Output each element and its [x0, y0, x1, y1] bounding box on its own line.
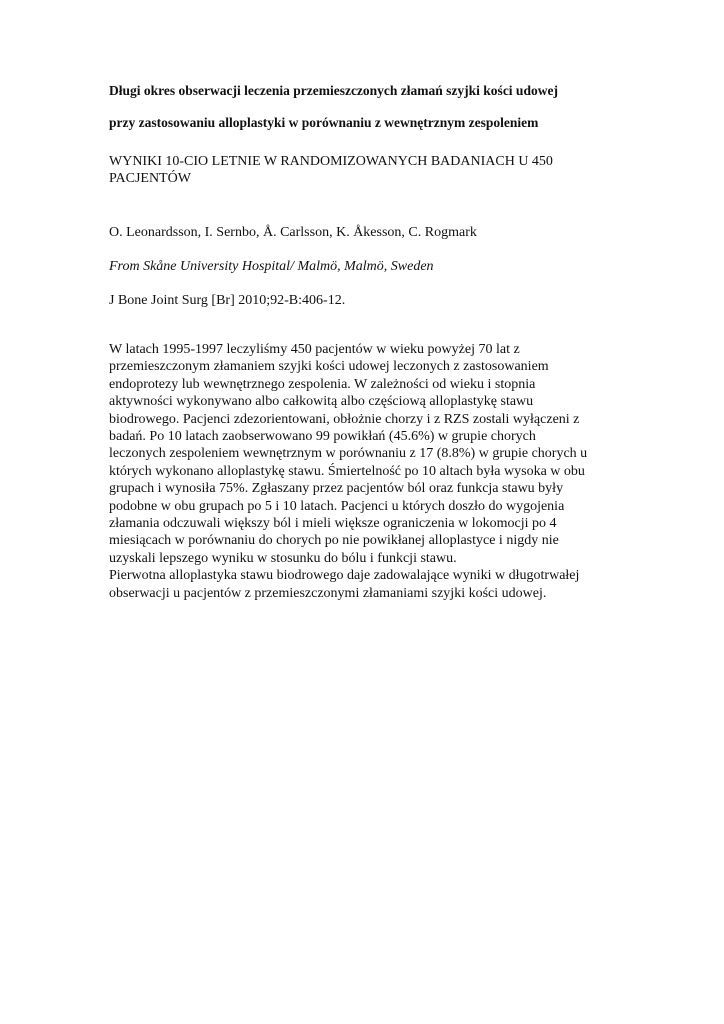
- abstract-line: miesiącach w porównaniu do chorych po nie powikłanej alloplastyce i nigdy nie: [109, 533, 559, 549]
- abstract-line: obserwacji u pacjentów z przemieszczonymi złamaniami szyjki kości udowej.: [109, 585, 547, 601]
- document-page: [109, 82, 614, 602]
- abstract-line: badań. Po 10 latach zaobserwowano 99 powikłań (45.6%) w grupie chorych: [109, 429, 536, 445]
- subtitle-line-2: PACJENTÓW: [109, 171, 191, 186]
- abstract-line: których wykonano alloplastykę stawu. Śmiertelność po 10 altach była wysoka w obu: [109, 463, 585, 479]
- abstract-line: W latach 1995-1997 leczyliśmy 450 pacjentów w wieku powyżej 70 lat z: [109, 342, 520, 357]
- authors: O. Leonardsson, I. Sernbo, Å. Carlsson, K. Åkesson, C. Rogmark: [109, 225, 477, 240]
- abstract-line: złamania odczuwali większy ból i mieli większe ograniczenia w lokomocji po 4: [109, 516, 557, 532]
- subtitle: [109, 153, 609, 187]
- abstract-line: uzyskali lepszego wyniku w stosunku do bólu i funkcji stawu.: [109, 550, 457, 566]
- citation: J Bone Joint Surg [Br] 2010;92-B:406-12.: [109, 293, 346, 308]
- abstract-line: aktywności wykonywano albo całkowitą albo częściową alloplastykę stawu: [109, 394, 534, 410]
- abstract-line: endoprotezy lub wewnętrznego zespolenia. W zależności od wieku i stopnia: [109, 376, 536, 392]
- abstract-line: Pierwotna alloplastyka stawu biodrowego daje zadowalające wyniki w długotrwałej: [109, 568, 580, 584]
- affiliation: From Skåne University Hospital/ Malmö, Malmö, Sweden: [109, 259, 434, 274]
- subtitle-line-1: WYNIKI 10-CIO LETNIE W RANDOMIZOWANYCH BADANIACH U 450: [109, 154, 553, 169]
- abstract-line: podobne w obu grupach po 5 i 10 latach. Pacjenci u których doszło do wygojenia: [109, 498, 565, 514]
- abstract-line: biodrowego. Pacjenci zdezorientowani, obłożnie chorzy i z RZS zostali wyłączeni z: [109, 411, 580, 427]
- title-line-1: Długi okres obserwacji leczenia przemieszczonych złamań szyjki kości udowej: [109, 83, 558, 98]
- abstract-line: leczonych zespoleniem wewnętrznym w porównaniu z 17 (8.8%) w grupie chorych u: [109, 446, 588, 462]
- abstract: [109, 341, 614, 602]
- abstract-line: grupach i wynosiła 75%. Zgłaszany przez pacjentów ból oraz funkcja stawu były: [109, 481, 564, 497]
- title-line-2: przy zastosowaniu alloplastyki w porównaniu z wewnętrznym zespoleniem: [109, 115, 539, 130]
- abstract-line: przemieszczonym złamaniem szyjki kości udowej leczonych z zastosowaniem: [109, 359, 549, 375]
